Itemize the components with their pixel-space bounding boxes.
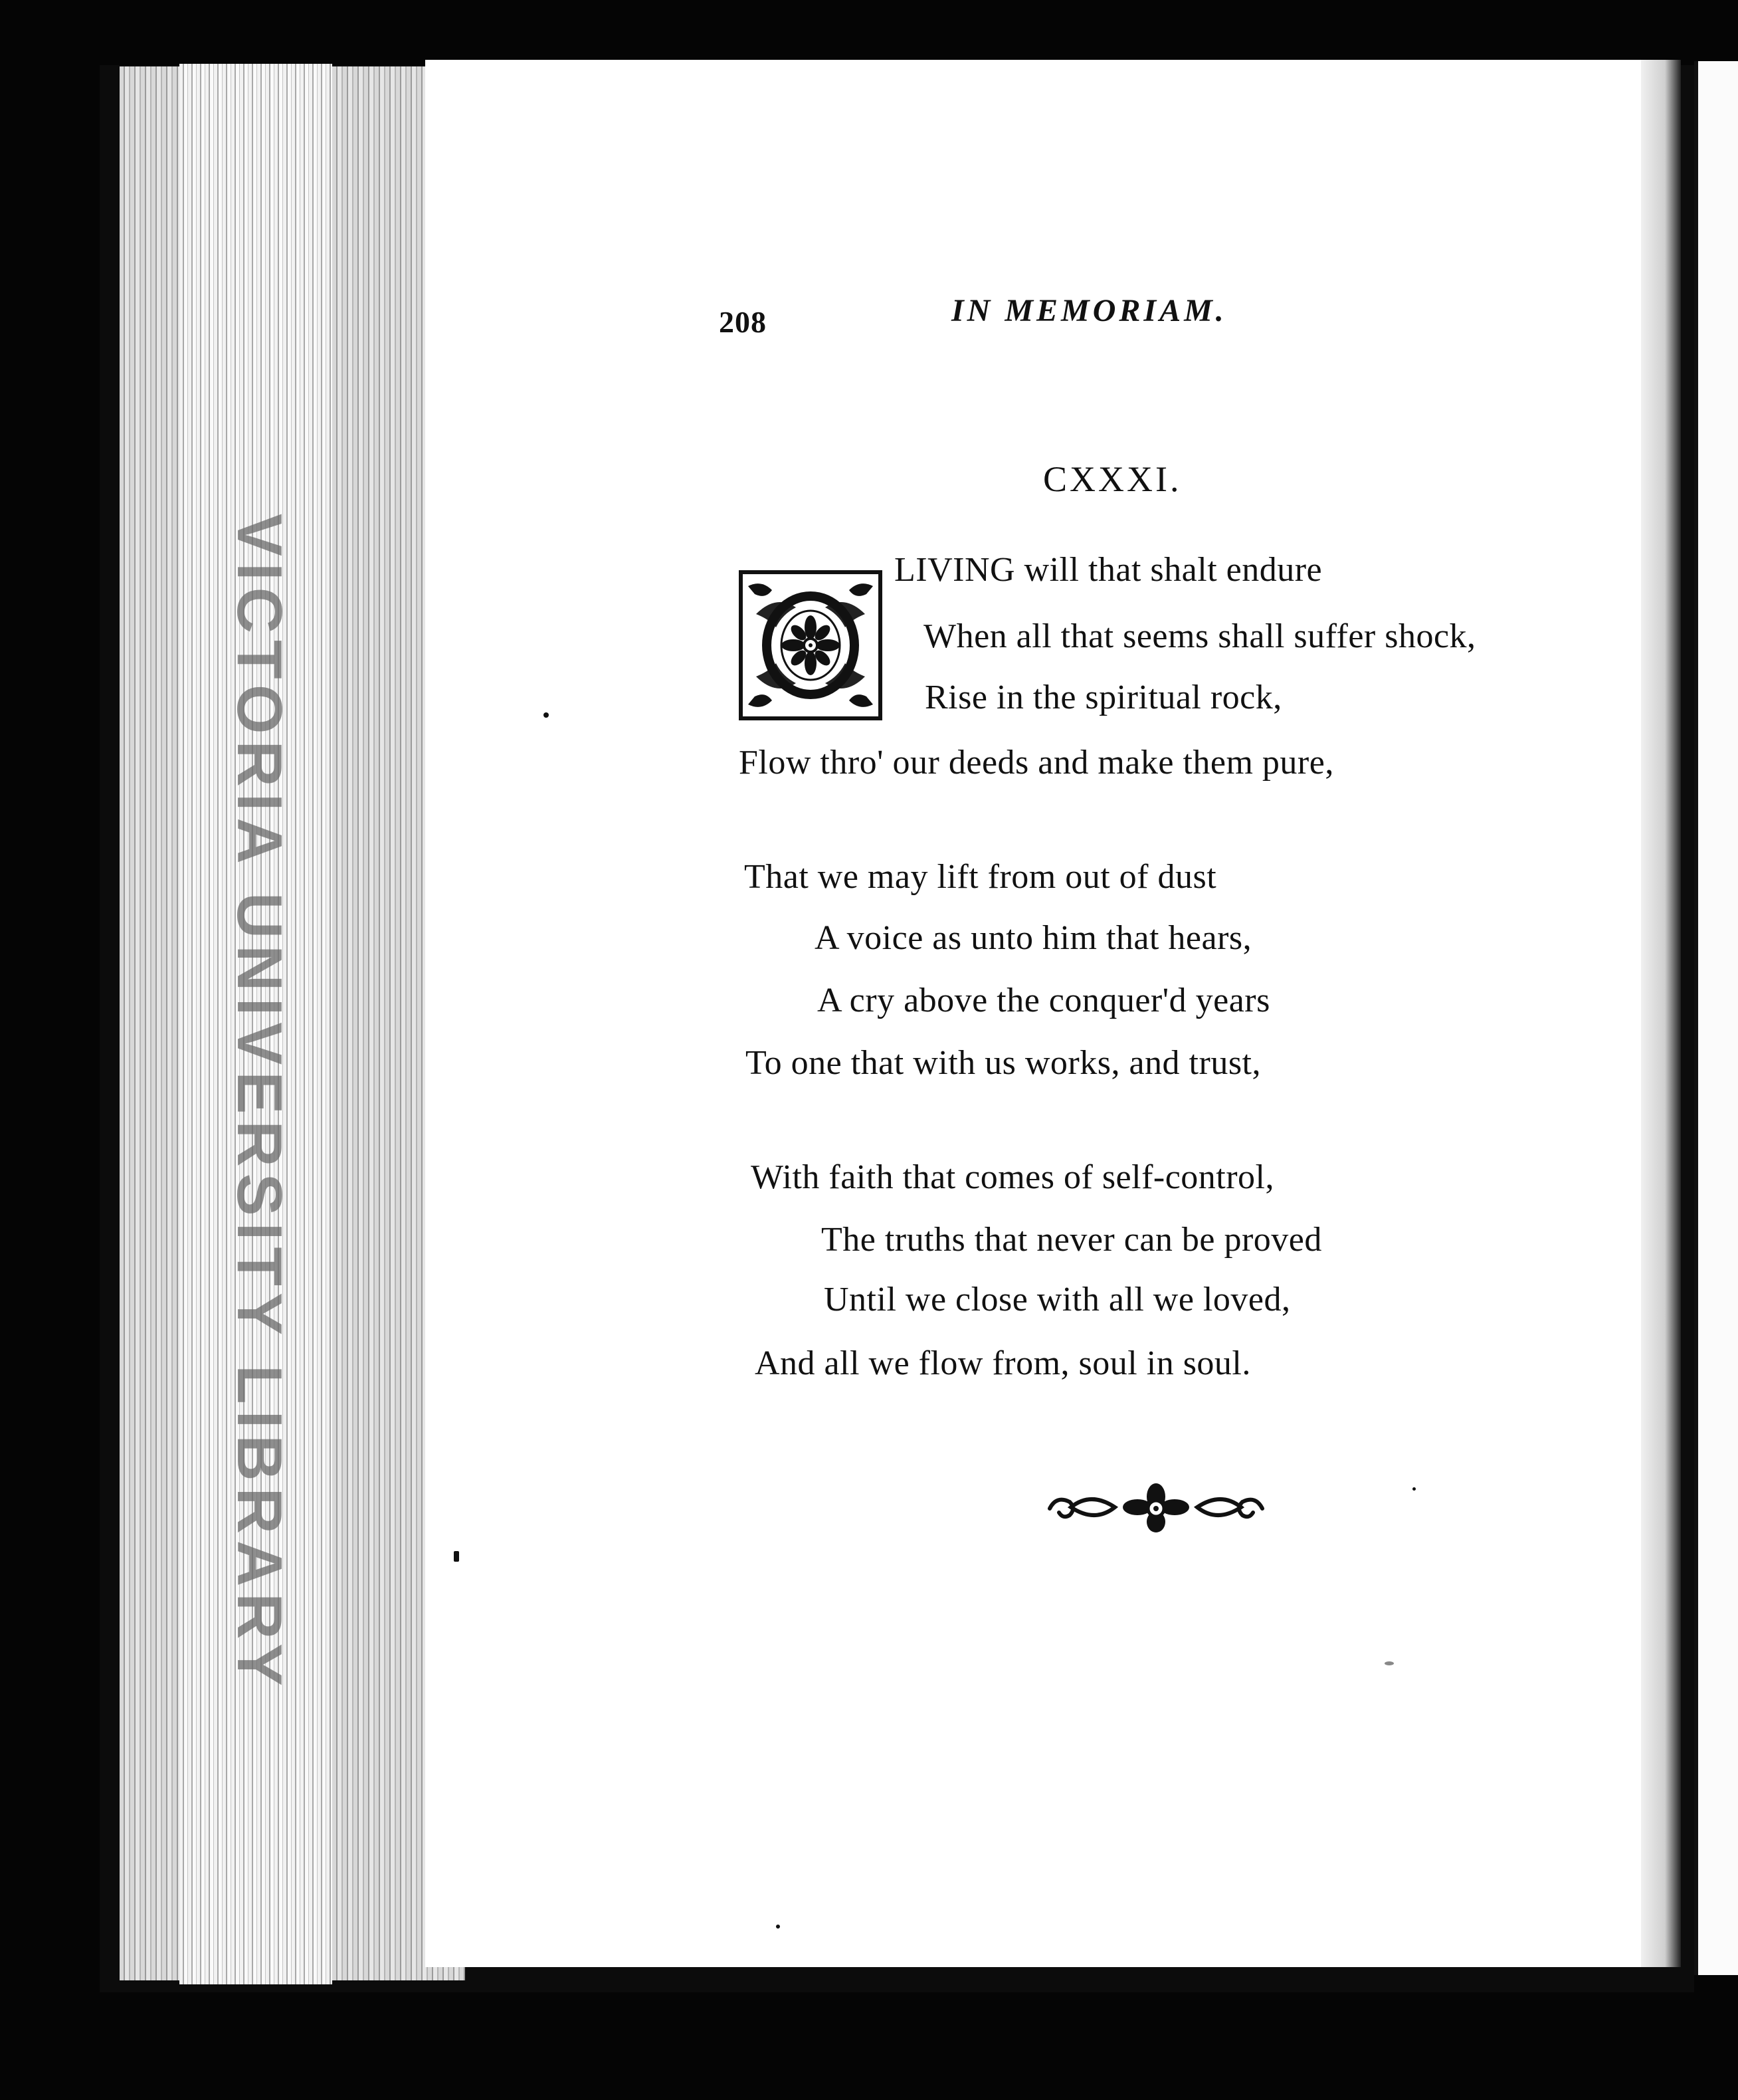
verse-line: Flow thro' our deeds and make them pure, bbox=[739, 744, 1334, 782]
verse-line: That we may lift from out of dust bbox=[744, 858, 1217, 896]
paper-speck bbox=[543, 712, 549, 718]
running-title: IN MEMORIAM. bbox=[951, 293, 1227, 328]
verse-line: With faith that comes of self-control, bbox=[751, 1158, 1275, 1196]
verse-line: The truths that never can be proved bbox=[821, 1221, 1322, 1259]
page-gutter-shadow bbox=[1641, 60, 1681, 1967]
running-head bbox=[719, 292, 1290, 339]
verse-line: To one that with us works, and trust, bbox=[745, 1044, 1262, 1082]
paper-speck bbox=[1412, 1487, 1416, 1491]
library-stamp-text: VICTORIA UNIVERSITY LIBRARY bbox=[224, 513, 296, 1693]
verse-line: When all that seems shall suffer shock, bbox=[923, 617, 1476, 655]
paper-speck bbox=[776, 1925, 780, 1929]
ornamental-initial-icon bbox=[743, 574, 878, 716]
facing-page-edge bbox=[1694, 61, 1738, 1975]
drop-cap bbox=[739, 570, 882, 720]
verse-line: LIVING will that shalt endure bbox=[894, 551, 1323, 589]
verse-line: A cry above the conquer'd years bbox=[817, 982, 1270, 1019]
verse-line: Until we close with all we loved, bbox=[824, 1281, 1291, 1318]
verse-line: A voice as unto him that hears, bbox=[815, 919, 1252, 957]
paper-speck bbox=[1385, 1661, 1394, 1665]
page-number: 208 bbox=[719, 305, 767, 339]
library-stamp bbox=[199, 513, 319, 1693]
verse-line: Rise in the spiritual rock, bbox=[925, 679, 1282, 716]
floral-tailpiece-icon bbox=[1036, 1475, 1276, 1542]
section-number: CXXXI. bbox=[1043, 459, 1182, 499]
paper-speck bbox=[454, 1551, 459, 1562]
verse-line: And all we flow from, soul in soul. bbox=[755, 1344, 1251, 1382]
